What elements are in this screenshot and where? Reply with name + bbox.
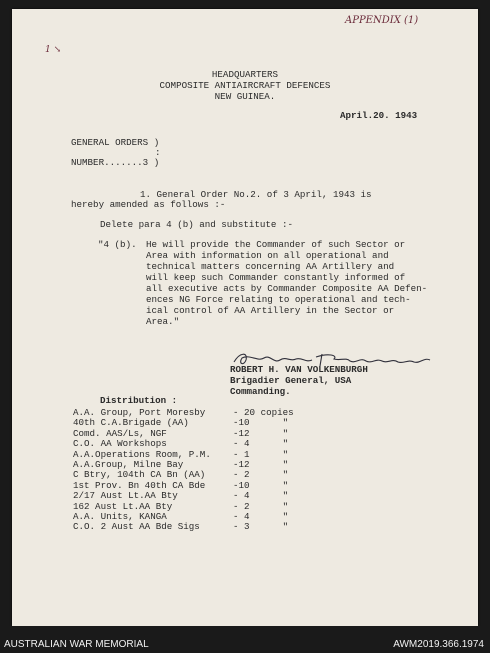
distribution-quantity: - 1 " [233,448,289,460]
distribution-row [73,480,403,491]
distribution-quantity: - 4 " [233,511,289,522]
header-line-3: NEW GUINEA. [214,91,276,102]
distribution-quantity: - 2 " [233,469,289,481]
distribution-unit: 2/17 Aust Lt.AA Bty [73,490,178,502]
distribution-row [73,428,403,439]
distribution-quantity: - 4 " [233,490,289,502]
distribution-unit: C.O. 2 Aust AA Bde Sigs [73,521,200,533]
distribution-row [73,449,403,460]
paragraph-4b-line: will keep such Commander constantly informed of [146,272,406,283]
document-date: April.20. 1943 [340,110,418,121]
distribution-row [73,511,403,522]
paragraph-4b-line: all executive acts by Commander Composite AA Defen- [146,283,428,294]
distribution-row [73,417,403,428]
footer-bar [0,626,490,653]
footer-accession-number: AWM2019.366.1974 [393,639,484,650]
appendix-handwritten-note: APPENDIX (1) [345,15,419,26]
header-line-2: COMPOSITE ANTIAIRCRAFT DEFENCES [159,80,331,91]
distribution-quantity: - 4 " [233,438,289,450]
paragraph-4b-label: "4 (b). [98,239,137,250]
distribution-quantity: -10 " [233,479,289,491]
general-orders-colon: : [155,147,161,158]
distribution-row [73,459,403,470]
distribution-unit: C.O. AA Workshops [73,438,167,450]
distribution-row [73,438,403,449]
distribution-quantity: -12 " [233,459,289,470]
distribution-quantity: - 2 " [233,500,289,512]
paragraph-4b-line: He will provide the Commander of such Sector or [146,239,406,250]
signatory-role: Commanding. [230,386,291,397]
distribution-quantity: -10 " [233,417,289,429]
header-line-1: HEADQUARTERS [211,69,279,80]
distribution-row [73,407,403,418]
distribution-unit: A.A. Units, KANGA [73,511,167,522]
general-orders-label: GENERAL ORDERS ) [71,137,160,148]
paragraph-1-line-2: hereby amended as follows :- [71,199,226,210]
margin-handwritten-mark: 1 ↘ [45,45,62,55]
paragraph-1-line-1: 1. General Order No.2. of 3 April, 1943 is [140,189,372,200]
distribution-unit: Comd. AAS/Ls, NGF [73,427,167,439]
distribution-row [73,490,403,501]
paragraph-4b-line: ences NG Force relating to operational and tech- [146,294,411,305]
general-orders-number: NUMBER.......3 ) [71,157,160,168]
distribution-row [73,521,403,532]
footer-institution: AUSTRALIAN WAR MEMORIAL [4,639,149,650]
distribution-unit: 1st Prov. Bn 40th CA Bde [73,479,206,491]
distribution-unit: A.A. Group, Port Moresby [73,407,206,418]
distribution-unit: A.A.Operations Room, P.M. [73,448,211,460]
distribution-unit: C Btry, 104th CA Bn (AA) [73,469,206,481]
distribution-row [73,469,403,480]
paragraph-4b-line: ical control of AA Artillery in the Sector or [146,305,395,316]
signatory-rank: Brigadier General, USA [230,375,352,386]
distribution-row [73,501,403,512]
paragraph-4b-line: Area." [146,316,180,327]
document-page [12,9,478,626]
distribution-title: Distribution : [100,395,178,406]
distribution-unit: A.A.Group, Milne Bay [73,459,184,470]
distribution-quantity: -12 " [233,427,289,439]
paragraph-4b-line: technical matters concerning AA Artillery and [146,261,395,272]
distribution-unit: 40th C.A.Brigade (AA) [73,417,189,429]
distribution-quantity: - 3 " [233,521,289,533]
distribution-quantity: - 20 copies [233,407,294,418]
signatory-name: ROBERT H. VAN VOLKENBURGH [230,364,368,375]
paragraph-4b-line: Area with information on all operational and [146,250,389,261]
delete-instruction: Delete para 4 (b) and substitute :- [100,219,293,230]
distribution-unit: 162 Aust Lt.AA Bty [73,500,173,512]
